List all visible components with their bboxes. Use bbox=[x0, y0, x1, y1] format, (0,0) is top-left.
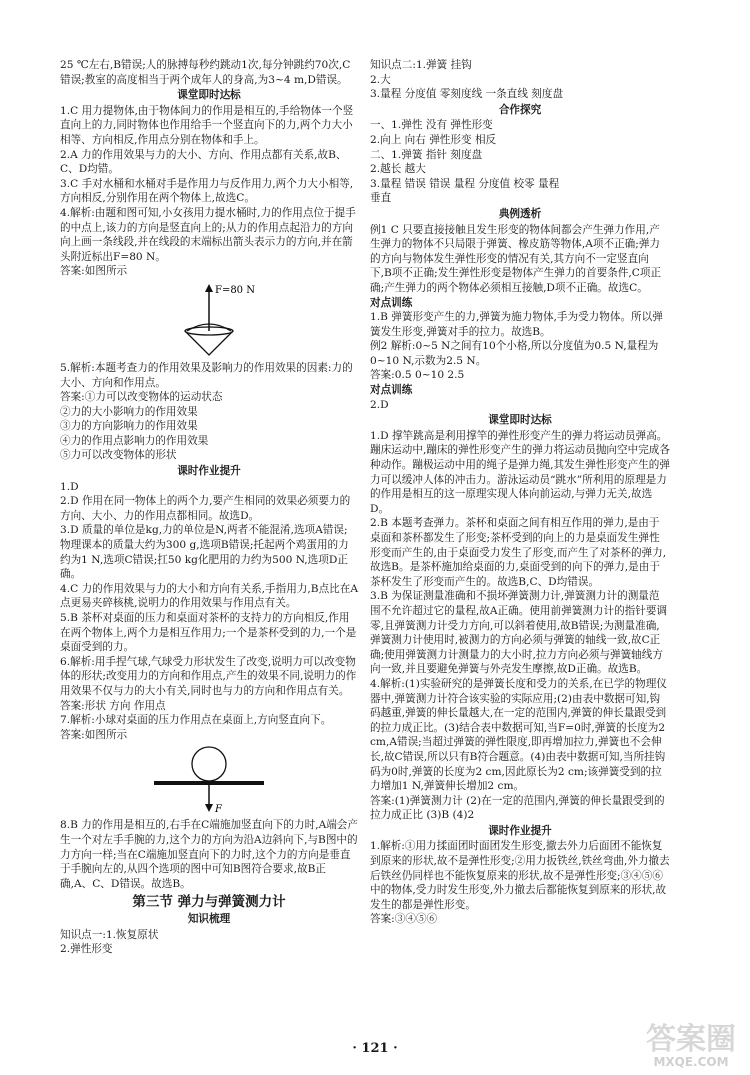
answer-z3: 3.D 质量的单位是kg,力的单位是N,两者不能混淆,选项A错误;物理课本的质量大约为300 g,选项B错误;托起两个鸡蛋用的力约为1 N,选项C错误;扛50 kg化肥用的力约为500 N,选项D正确。 bbox=[60, 524, 349, 581]
knowledge-r2: 2.大 bbox=[370, 73, 391, 86]
explore-4: 2.越长 越大 bbox=[370, 163, 426, 176]
answer-k3: 3.C 手对水桶和水桶对手是作用力与反作用力,两个力大小相等,方向相反,分别作用在两个物体上,故选C。 bbox=[60, 177, 354, 205]
heading-keshi-right: 课时作业提升 bbox=[488, 824, 552, 837]
answer-z6-answer: 答案:形状 方向 作用点 bbox=[60, 699, 166, 712]
answer-k5: 5.解析:本题考查力的作用效果及影响力的作用效果的因素:力的大小、方向和作用点。 bbox=[60, 361, 353, 389]
explore-1: 一、1.弹性 没有 弹性形变 bbox=[370, 119, 493, 132]
watermark-main: 答案圈 bbox=[646, 1022, 736, 1057]
right-column bbox=[370, 58, 670, 927]
knowledge-1: 知识点一:1.恢复原状 bbox=[60, 928, 159, 941]
answer-k4: 4.解析:由题和图可知,小女孩用力提水桶时,力的作用点位于提手的中点上,该力的方向是竖直向上的;从力的作用点起沿力的方向向上画一条线段,并在线段的末端标出箭头表示力的方向,并在箭头附近标出F=80 N。 bbox=[60, 206, 356, 263]
answer-z7-answer: 答案:如图所示 bbox=[60, 728, 128, 741]
answer-k2: 2.A 力的作用效果与力的大小、方向、作用点都有关系,故B、C、D均错。 bbox=[60, 148, 347, 176]
homework-1-answer: 答案:③④⑤⑥ bbox=[370, 913, 438, 926]
practice-1: 1.B 弹簧形变产生的力,弹簧为施力物体,手为受力物体。所以弹簧发生形变,弹簧对手的拉力。故选B。 bbox=[370, 311, 663, 338]
explore-2: 2.向上 向右 弹性形变 相反 bbox=[370, 133, 497, 146]
answer-z1: 1.D bbox=[60, 480, 79, 493]
class-2: 2.B 本题考查弹力。茶杯和桌面之间有相互作用的弹力,是由于桌面和茶杯都发生了形变;茶杯受到的向上的力是桌面发生弹性形变而产生的,由于桌面受力发生了形变,而产生了对茶杯的弹力,故选B。是茶杯施加给桌面的力,桌面受到的向下的弹力,是由于茶杯发生了形变而产生的。故选B,C、D均错误。 bbox=[370, 517, 667, 588]
answer-k1: 1.C 用力提物体,由于物体间力的作用是相互的,手给物体一个竖直向上的力,同时物体也作用给手一个竖直向下的力,两个力大小相等、方向相反,作用点分别在物体和手上。 bbox=[60, 104, 354, 146]
class-4: 4.解析:(1)实验研究的是弹簧长度和受力的关系,在已学的物理仪器中,弹簧测力计符合该实验的实际应用;(2)由表中数据可知,钩码越重,弹簧的伸长量越大,在一定的范围内,弹簧的伸长量跟受到的拉力成正比。(3)结合表中数据可知,当F=0时,弹簧的长度为2 cm,A错误;当超过弹簧的弹性限度,即再增加拉力,弹簧也不会伸长,故C错误,所以只有B符合题意。(4)由表中数据可知,当所挂钩码为0时,弹簧的长度为2 cm,因此原长为2 cm;该弹簧受到的拉力增加1 N,弹簧伸长增加2 cm。 bbox=[370, 677, 667, 793]
section-title: 第三节 弹力与弹簧测力计 bbox=[132, 894, 286, 911]
example-2: 例2 解析:0~5 N之间有10个小格,所以分度值为0.5 N,量程为0~10 N,示数为2.5 N。 bbox=[370, 340, 659, 367]
answer-k5-line2: ②力的大小影响力的作用效果 bbox=[60, 405, 198, 418]
left-column bbox=[60, 58, 358, 957]
answer-z7: 7.解析:小球对桌面的压力作用点在桌面上,方向竖直向下。 bbox=[60, 714, 332, 727]
heading-hezuo: 合作探究 bbox=[498, 103, 542, 116]
intro-paragraph: 25 ℃左右,B错误;人的脉搏每秒约跳动1次,每分钟跳约70次,C错误;教室的高度相当于两个成年人的身高,为3~4 m,D错误。 bbox=[60, 59, 351, 86]
answer-z8: 8.B 力的作用是相互的,右手在C端施加竖直向下的力时,A端会产生一个对左手手腕的力,这个力的方向为沿A边斜向下,与B图中的力方向一样;当在C端施加竖直向下的力时,这个力的方向是垂直于手腕向左的,从四个选项的图中可知B图符合要求,故B正确,A、C、D错误。故选B。 bbox=[60, 819, 358, 890]
heading-duidian-1: 对点训练 bbox=[370, 296, 413, 309]
example-1: 例1 C 只要直接接触且发生形变的物体间都会产生弹力作用,产生弹力的物体不只局限于弹簧、橡皮筋等物体,A项不正确;弹力的方向与物体发生弹性形变的情况有关,其方向不一定竖直向下,B项不正确;发生弹性形变是物体产生弹力的首要条件,C项正确;产生弹力的两个物体必须相互接触,D项不正确。故选C。 bbox=[370, 223, 662, 294]
answer-z5: 5.B 茶杯对桌面的压力和桌面对茶杯的支持力的方向相反,作用在两个物体上,两个力是相互作用力;一个是茶杯受到的力,一个是桌面受到的力。 bbox=[60, 612, 357, 654]
explore-5: 3.量程 错误 错误 量程 分度值 校零 量程 bbox=[370, 177, 560, 190]
class-1: 1.D 撑竿跳高是利用撑竿的弹性形变产生的弹力将运动员弹高。蹦床运动中,蹦床的弹性形变产生的弹力将运动员抛向空中完成各种动作。蹦极运动中用的绳子是弹力绳,其发生弹性形变产生的弹力可以缓冲人体的冲击力。游泳运动员“跳水”所利用的原理是力的作用是相互的这一原理实现人体向前运动,与弹力无关,故选D。 bbox=[370, 429, 670, 515]
knowledge-r1: 知识点二:1.弹簧 挂钩 bbox=[370, 59, 472, 71]
class-4-answer: 答案:(1)弹簧测力计 (2)在一定的范围内,弹簧的伸长量跟受到的拉力成正比 (3)B (4)2 bbox=[370, 794, 665, 822]
answer-k4-answer: 答案:如图所示 bbox=[60, 265, 128, 278]
heading-dianli: 典例透析 bbox=[498, 207, 542, 220]
heading-zhishi: 知识梳理 bbox=[187, 912, 231, 925]
answer-k5-line3: ③力的方向影响力的作用效果 bbox=[60, 420, 198, 433]
watermark-sub: MXQE.COM bbox=[653, 1055, 729, 1069]
knowledge-2: 2.弹性形变 bbox=[60, 943, 113, 956]
heading-keshi-left: 课时作业提升 bbox=[177, 465, 241, 478]
explore-6: 垂直 bbox=[370, 192, 392, 205]
class-3: 3.B 为保证测量准确和不损坏弹簧测力计,弹簧测力计的测量范围不允许超过它的量程,故A正确。使用前弹簧测力计的指针要调零,且弹簧测力计受力方向,可以斜着使用,故B错误;为测量准确,弹簧测力计使用时,被测力的方向必须与弹簧的轴线一致,故C正确;使用弹簧测力计测量力的大小时,拉力方向必须与弹簧轴线方向一致,并且要避免弹簧与外壳发生摩擦,故D正确。故选B。 bbox=[370, 590, 668, 676]
answer-z4: 4.C 力的作用效果与力的大小和方向有关系,手指用力,B点比在A点更易夹碎核桃,说明力的作用效果与作用点有关。 bbox=[60, 582, 358, 610]
practice-2: 2.D bbox=[370, 398, 389, 411]
answer-z6: 6.解析:用手捏气球,气球受力形状发生了改变,说明力可以改变物体的形状;改变用力的方向和作用点,产生的效果不同,说明力的作用效果不仅与力的大小有关,同时也与力的方向和作用点有关。 bbox=[60, 655, 357, 697]
ball-force-figure bbox=[144, 744, 274, 816]
pressure-arrowhead bbox=[205, 804, 213, 812]
force-label: F=80 N bbox=[215, 284, 255, 296]
example-2-answer: 答案:0.5 0~10 2.5 bbox=[370, 369, 465, 382]
explore-3: 二、1.弹簧 指针 刻度盘 bbox=[370, 148, 483, 161]
knowledge-r3: 3.量程 分度值 零刻度线 一条直线 刻度盘 bbox=[370, 88, 564, 101]
watermark-logo bbox=[646, 1022, 736, 1069]
force-arrowhead bbox=[205, 284, 213, 292]
answer-z2: 2.D 作用在同一物体上的两个力,要产生相同的效果必须要力的方向、大小、力的作用点都相同。故选D。 bbox=[60, 495, 351, 522]
answer-k5-line4: ④力的作用点影响力的作用效果 bbox=[60, 434, 209, 447]
answer-k5-line1: 答案:①力可以改变物体的运动状态 bbox=[60, 391, 223, 404]
pressure-label: F bbox=[215, 804, 222, 816]
page-number: · 121 · bbox=[352, 1041, 398, 1056]
heading-ketang-right: 课堂即时达标 bbox=[488, 414, 552, 427]
ball bbox=[192, 747, 226, 781]
heading-ketang-left: 课堂即时达标 bbox=[177, 89, 241, 102]
homework-1: 1.解析:①用力揉面团时面团发生形变,撤去外力后面团不能恢复到原来的形状,故不是弹性形变;②用力扳铁丝,铁丝弯曲,外力撤去后铁丝仍同样也不能恢复原来的形状,故不是弹性形变;③④⑤⑥中的物体,受力时发生形变,外力撤去后都能恢复到原来的形状,故发生的都是弹性形变。 bbox=[370, 840, 670, 911]
bucket-force-figure bbox=[149, 281, 269, 359]
answer-k5-line5: ⑤力可以改变物体的形状 bbox=[60, 449, 177, 462]
heading-duidian-2: 对点训练 bbox=[370, 384, 413, 397]
